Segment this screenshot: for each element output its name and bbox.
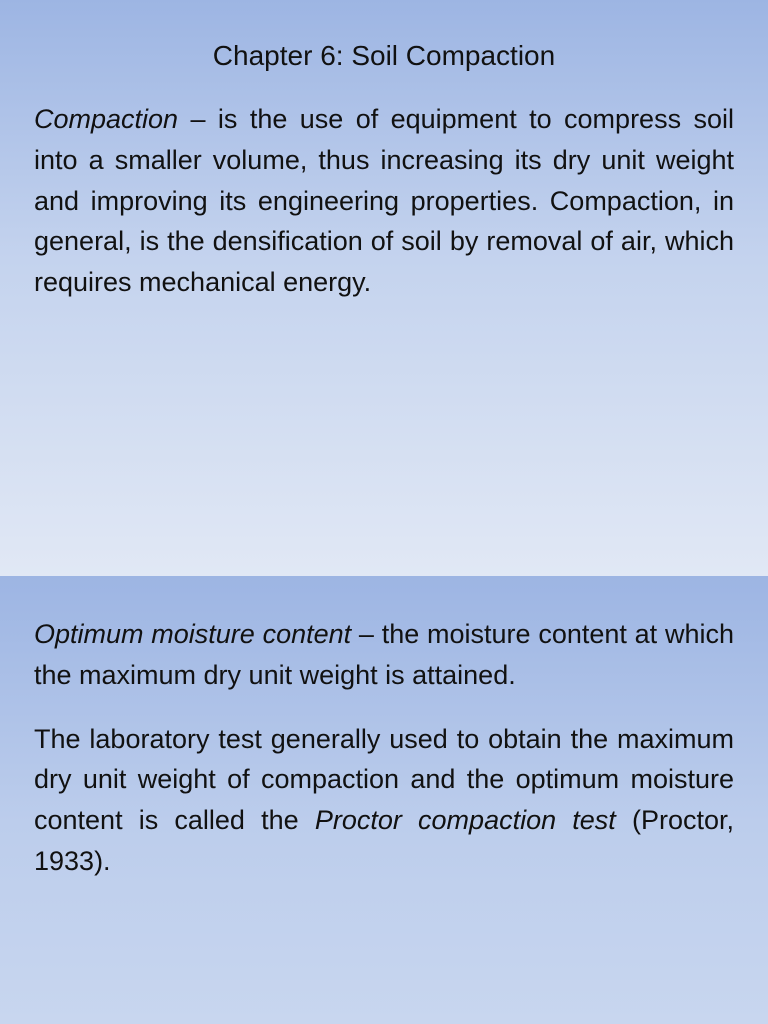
proctor-text-before: The laboratory test generally used to obtain the maximum dry unit weight of compaction and the optimum moisture content is called the (34, 723, 734, 836)
slide-2 (0, 576, 768, 1024)
term-optimum-moisture-content: Optimum moisture content (34, 619, 352, 649)
proctor-test-paragraph (34, 719, 734, 882)
term-proctor-compaction-test: Proctor compaction test (314, 805, 616, 836)
omc-definition (34, 614, 734, 696)
compaction-definition-text: – is the use of equipment to compress soil into a smaller volume, thus increasing its dry unit weight and improving its engineering properties. Compaction, in general, is the densification of soil by removal of air, which requires mechanical energy. (34, 104, 734, 298)
omc-definition-text: – the moisture content at which the maximum dry unit weight is attained. (34, 619, 734, 690)
compaction-definition (34, 99, 734, 303)
proctor-text-after: (Proctor, 1933). (34, 805, 735, 876)
page-title: Chapter 6: Soil Compaction (212, 40, 556, 71)
term-compaction: Compaction (34, 104, 179, 134)
